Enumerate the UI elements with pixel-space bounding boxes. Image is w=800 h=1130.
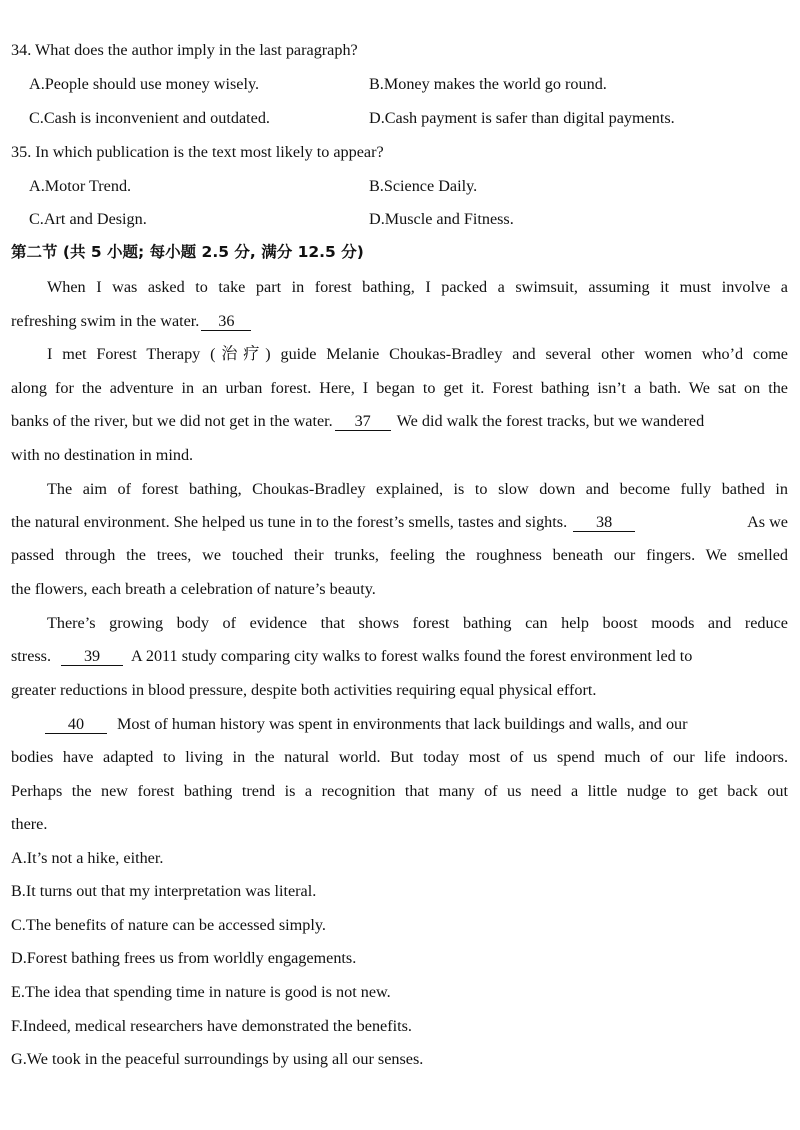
choice-a: A.It’s not a hike, either. xyxy=(11,849,164,867)
passage-p4-line3: greater reductions in blood pressure, despite both activities requiring equal physical effort. xyxy=(11,681,597,699)
passage-p2-line3: banks of the river, but we did not get in the water. 37 We did walk the forest tracks, but we wandered xyxy=(11,412,705,430)
q34-option-a: A.People should use money wisely. xyxy=(29,75,260,93)
blank-37[interactable]: 37 xyxy=(335,412,391,431)
blank-38[interactable]: 38 xyxy=(573,513,635,532)
passage-p3-line4: the flowers, each breath a celebration of nature’s beauty. xyxy=(11,580,376,598)
q35-option-b: B.Science Daily. xyxy=(369,177,478,195)
passage-p4-line2: stress. 39 A 2011 study comparing city walks to forest walks found the forest environment led to xyxy=(11,647,693,665)
choice-b: B.It turns out that my interpretation was literal. xyxy=(11,882,317,900)
q35-option-d: D.Muscle and Fitness. xyxy=(369,210,514,228)
passage-p4-line1: There’s growing body of evidence that shows forest bathing can help boost moods and reduce xyxy=(47,614,788,632)
passage-p5-line4: there. xyxy=(11,815,48,833)
q35-option-a: A.Motor Trend. xyxy=(29,177,132,195)
choice-c: C.The benefits of nature can be accessed simply. xyxy=(11,916,326,934)
q34-option-b: B.Money makes the world go round. xyxy=(369,75,607,93)
passage-p5-line3: Perhaps the new forest bathing trend is a recognition that many of us need a little nudge to get back out xyxy=(11,782,788,800)
question-34-stem: 34. What does the author imply in the last paragraph? xyxy=(11,41,358,59)
passage-p3-line3: passed through the trees, we touched their trunks, feeling the roughness beneath our fingers. We smelled xyxy=(11,546,788,564)
choice-e: E.The idea that spending time in nature is good is not new. xyxy=(11,983,391,1001)
choice-f: F.Indeed, medical researchers have demonstrated the benefits. xyxy=(11,1017,412,1035)
passage-p2-line4: with no destination in mind. xyxy=(11,446,194,464)
blank-40[interactable]: 40 xyxy=(45,715,107,734)
passage-p1-line2: refreshing swim in the water. 36 xyxy=(11,311,788,331)
passage-p3-line1: The aim of forest bathing, Choukas-Bradley explained, is to slow down and become fully bathed in xyxy=(47,480,788,498)
passage-p3-line2: the natural environment. She helped us tune in to the forest’s smells, tastes and sights. 38 As we xyxy=(11,513,788,531)
blank-39[interactable]: 39 xyxy=(61,647,123,666)
passage-p5-line2: bodies have adapted to living in the natural world. But today most of us spend much of our life indoors. xyxy=(11,748,788,766)
passage-p2-line2: along for the adventure in an urban forest. Here, I began to get it. Forest bathing isn’t a bath. We sat on the xyxy=(11,379,788,397)
blank-36[interactable]: 36 xyxy=(201,312,251,331)
q34-option-c: C.Cash is inconvenient and outdated. xyxy=(29,109,270,127)
q35-option-c: C.Art and Design. xyxy=(29,210,147,228)
q34-option-d: D.Cash payment is safer than digital payments. xyxy=(369,109,675,127)
question-35-stem: 35. In which publication is the text most likely to appear? xyxy=(11,143,384,161)
section-heading: 第二节 (共 5 小题; 每小题 2.5 分, 满分 12.5 分) xyxy=(11,243,364,261)
passage-p5-line1: 40 Most of human history was spent in environments that lack buildings and walls, and our xyxy=(11,714,788,734)
passage-p2-line1: I met Forest Therapy (治疗) guide Melanie Choukas-Bradley and several other women who’d come xyxy=(47,345,788,363)
choice-g: G.We took in the peaceful surroundings by using all our senses. xyxy=(11,1050,424,1068)
passage-p1-line1: When I was asked to take part in forest bathing, I packed a swimsuit, assuming it must involve a xyxy=(47,278,788,296)
choice-d: D.Forest bathing frees us from worldly engagements. xyxy=(11,949,357,967)
